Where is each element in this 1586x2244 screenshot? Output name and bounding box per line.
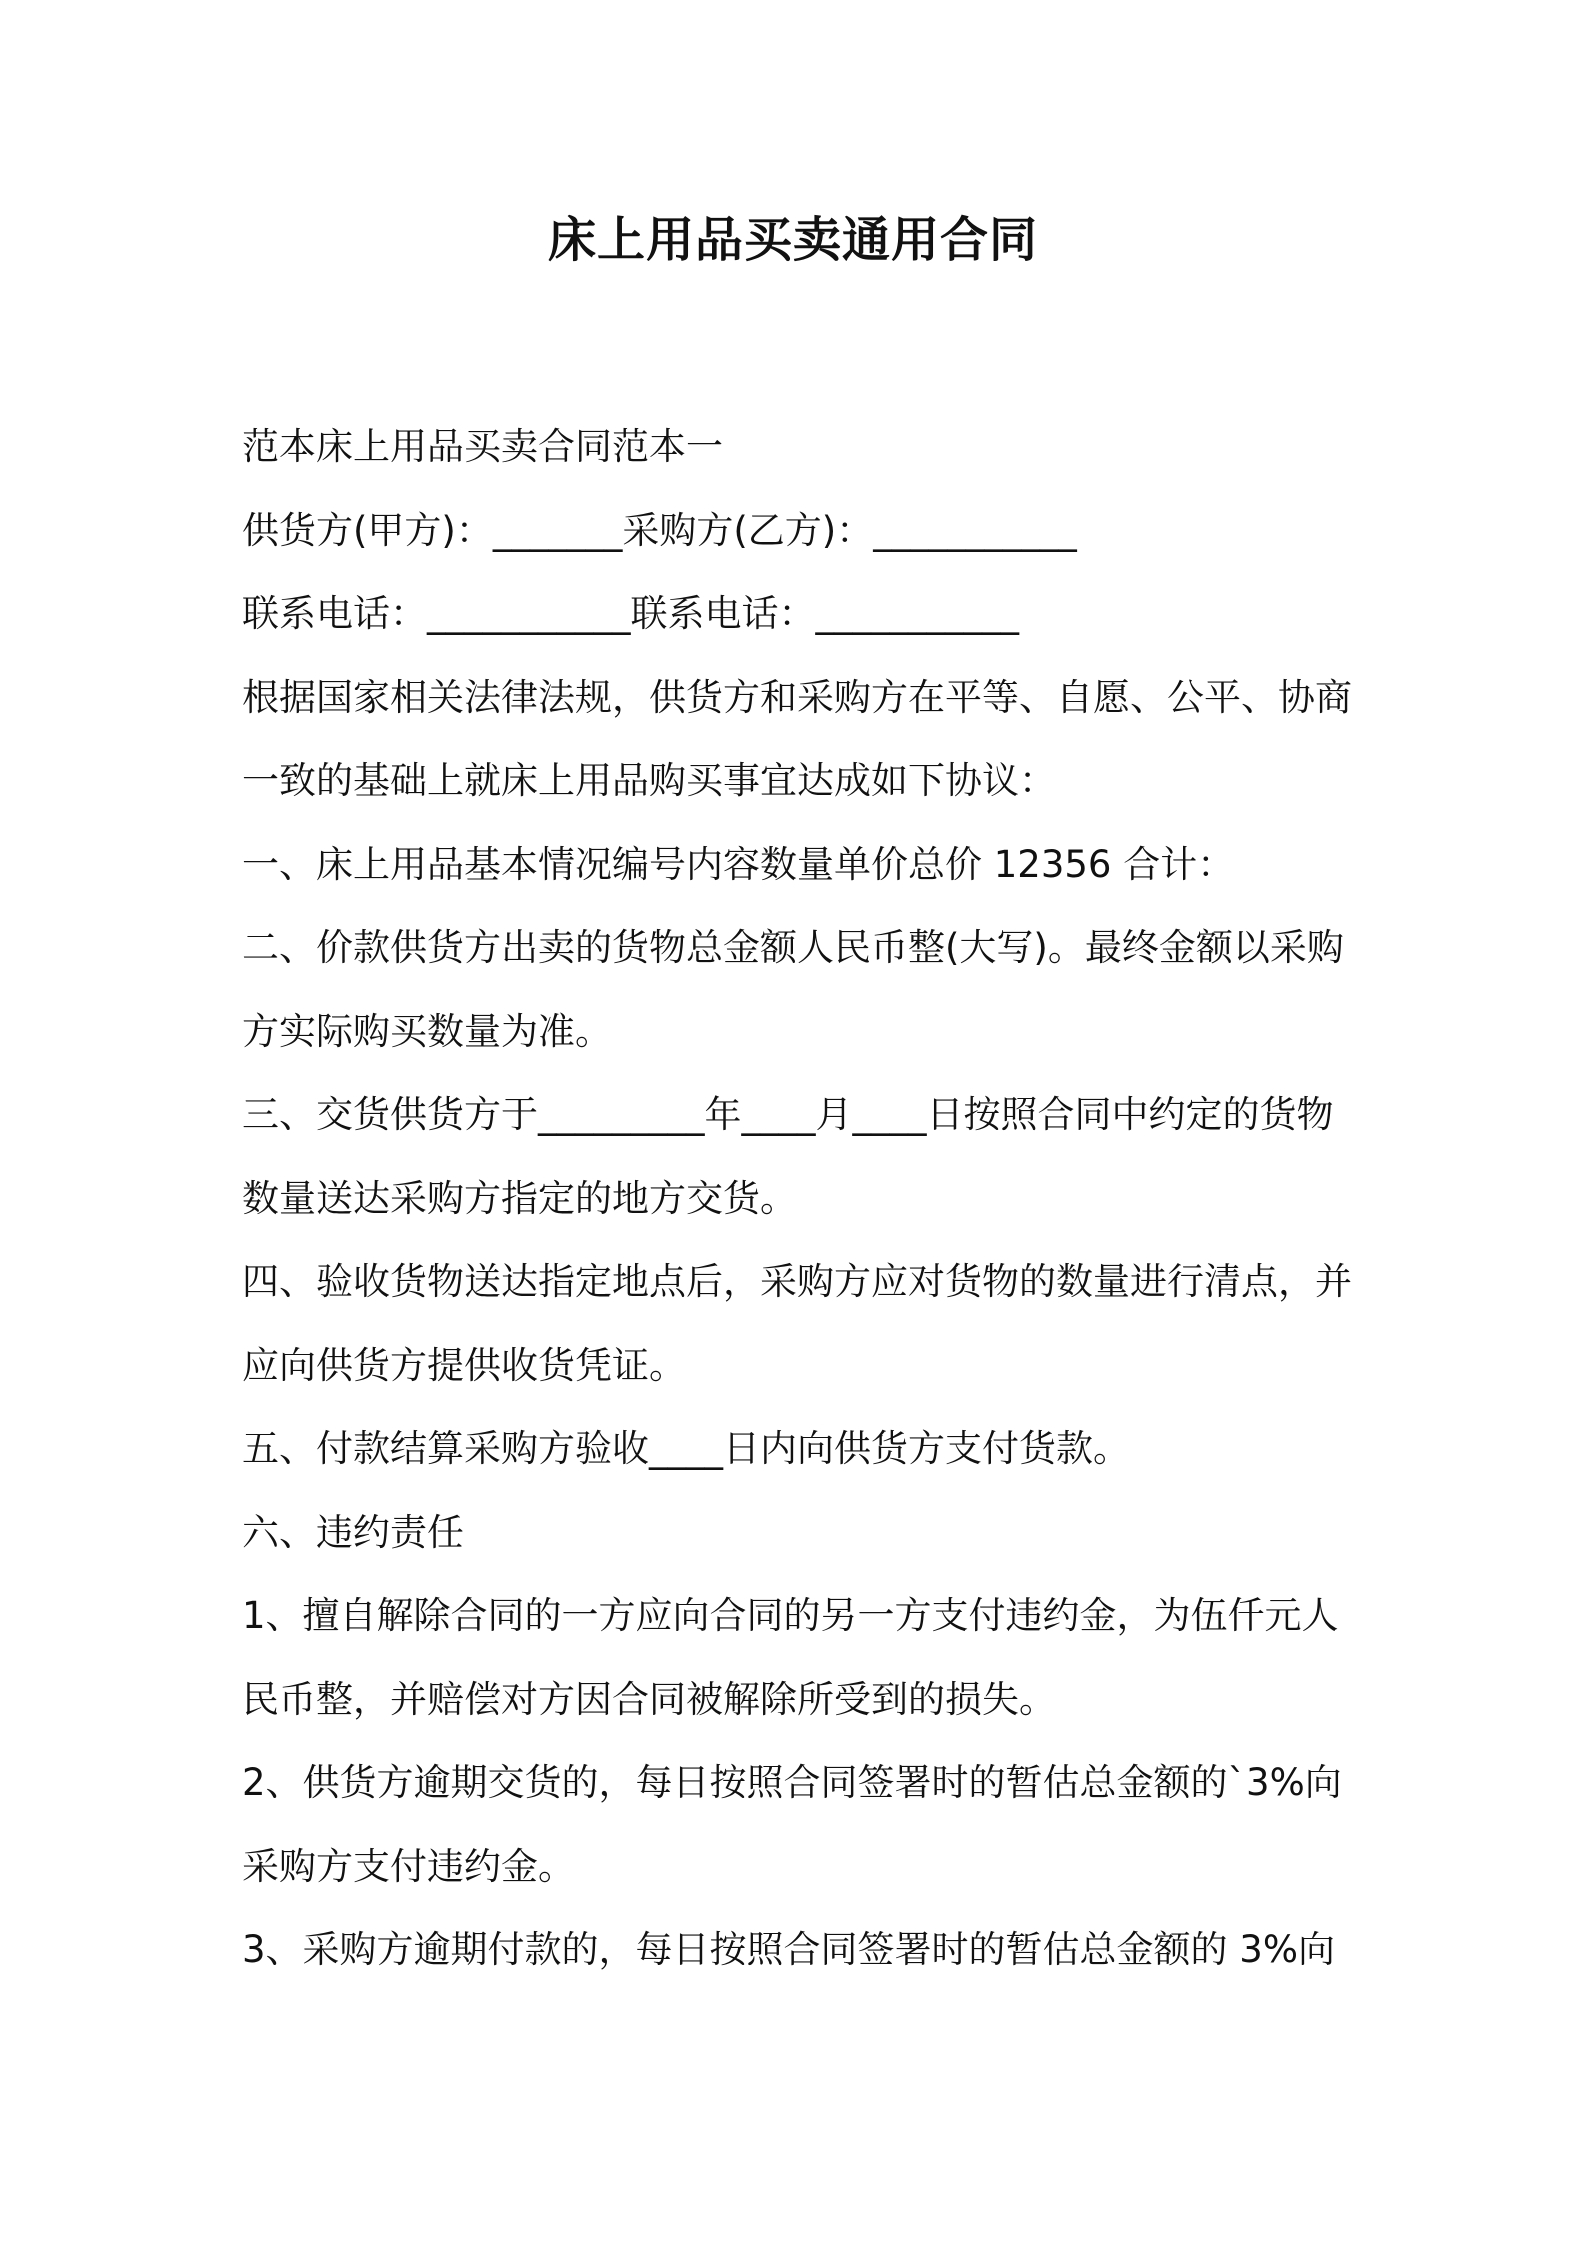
party-names-line: 供货方(甲方)：_______采购方(乙方)：___________ xyxy=(242,508,1077,552)
liability-item-3-line: 3、采购方逾期付款的，每日按照合同签署时的暂估总金额的 3%向 xyxy=(242,1928,1335,1971)
clause-1-line: 一、床上用品基本情况编号内容数量单价总价 12356 合计： xyxy=(242,842,1235,886)
document-body xyxy=(242,405,1354,1992)
clause-2-line: 方实际购买数量为准。 xyxy=(242,1009,612,1053)
preamble-line: 根据国家相关法律法规，供货方和采购方在平等、自愿、公平、协商 xyxy=(242,675,1352,719)
liability-item-1-line: 1、擅自解除合同的一方应向合同的另一方支付违约金，为伍仟元人 xyxy=(242,1594,1339,1637)
section-heading: 范本床上用品买卖合同范本一 xyxy=(242,425,723,468)
liability-item-2-line: 2、供货方逾期交货的，每日按照合同签署时的暂估总金额的`3%向 xyxy=(242,1761,1342,1804)
liability-item-2-line: 采购方支付违约金。 xyxy=(242,1844,575,1888)
document-title: 床上用品买卖通用合同 xyxy=(547,212,1038,268)
clause-4-line: 四、验收货物送达指定地点后，采购方应对货物的数量进行清点，并 xyxy=(242,1260,1352,1303)
contact-phones-line: 联系电话：___________联系电话：___________ xyxy=(242,592,1019,635)
clause-2-line: 二、价款供货方出卖的货物总金额人民币整(大写)。最终金额以采购 xyxy=(242,926,1344,969)
preamble-line: 一致的基础上就床上用品购买事宜达成如下协议： xyxy=(242,759,1056,802)
clause-6-heading: 六、违约责任 xyxy=(242,1510,464,1554)
clause-4-line: 应向供货方提供收货凭证。 xyxy=(242,1343,686,1387)
clause-5-line: 五、付款结算采购方验收____日内向供货方支付货款。 xyxy=(242,1427,1130,1470)
clause-3-line: 三、交货供货方于_________年____月____日按照合同中约定的货物 xyxy=(242,1093,1334,1136)
liability-item-1-line: 民币整，并赔偿对方因合同被解除所受到的损失。 xyxy=(242,1677,1056,1721)
clause-3-line: 数量送达采购方指定的地方交货。 xyxy=(242,1176,797,1220)
